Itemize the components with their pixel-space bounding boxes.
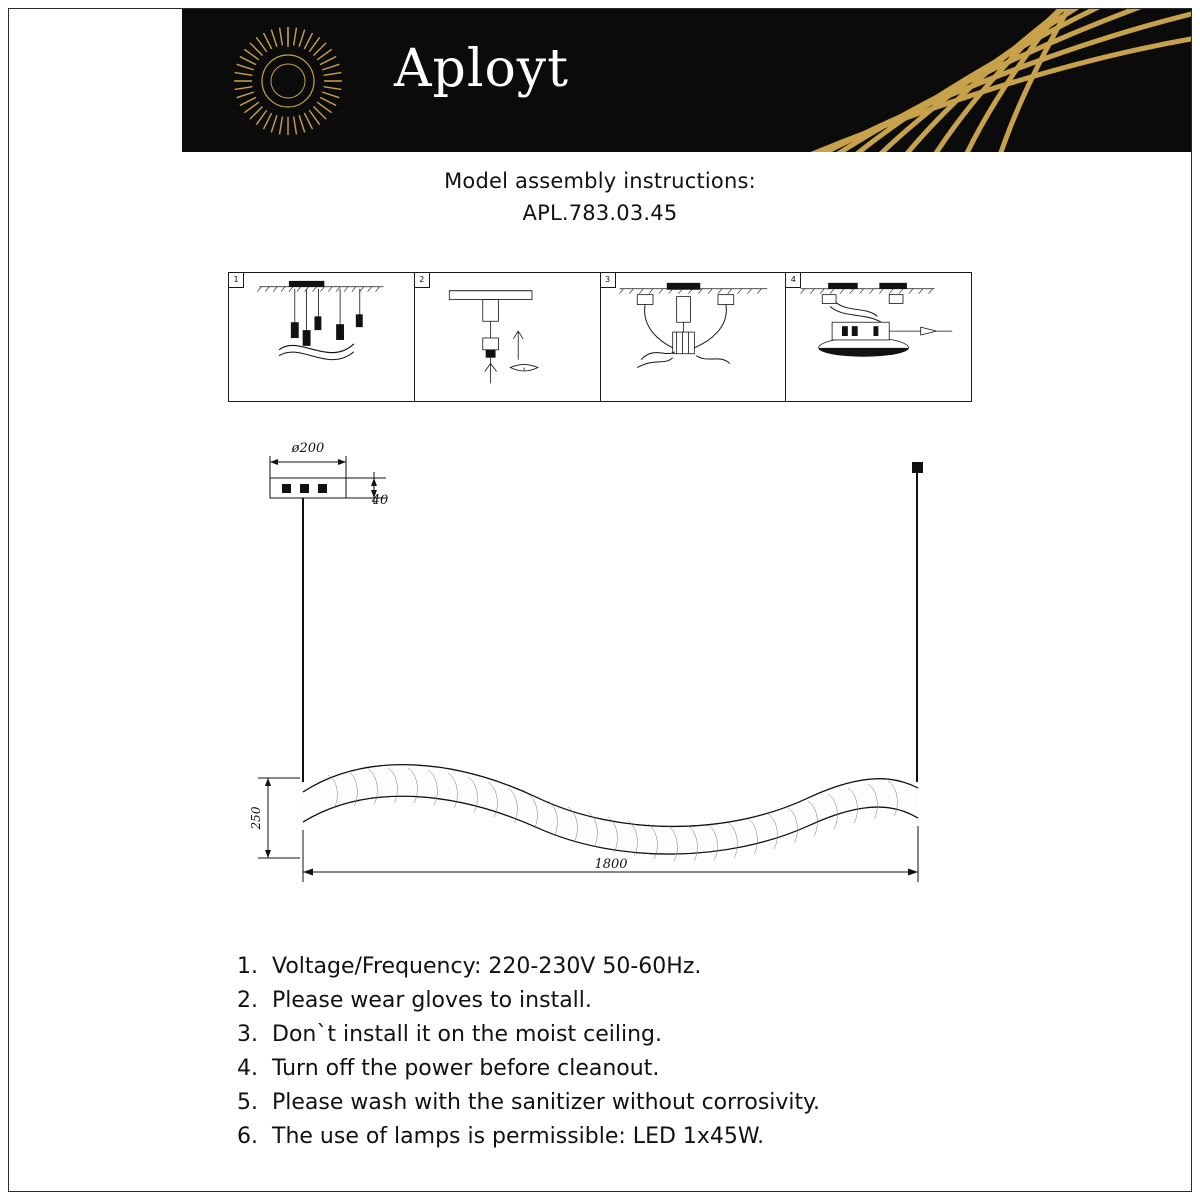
- assembly-step-2: [415, 272, 601, 402]
- note-number: 2.: [237, 988, 258, 1013]
- dimension-canopy-height-label: 40: [371, 493, 389, 508]
- note-text: Turn off the power before cleanout.: [272, 1056, 660, 1081]
- note-text: The use of lamps is permissible: LED 1x45W.: [272, 1124, 765, 1149]
- note-item: [236, 1120, 1096, 1154]
- dimension-body-height-label: 250: [249, 806, 263, 830]
- assembly-step-1: [228, 272, 415, 402]
- brand-header: [182, 9, 1191, 152]
- title-line-2: APL.783.03.45: [522, 201, 678, 225]
- dimension-width-label: 1800: [594, 857, 628, 872]
- note-number: 4.: [237, 1056, 258, 1081]
- step-number: 3: [601, 273, 616, 288]
- brand-name: Aployt: [394, 39, 570, 99]
- assembly-step-4: [786, 272, 972, 402]
- page-title: [0, 165, 1200, 229]
- dimension-diameter-label: ø200: [291, 441, 325, 456]
- step-2-mount-bracket-icon: [415, 273, 600, 401]
- note-text: Please wash with the sanitizer without corrosivity.: [272, 1090, 821, 1115]
- step-number: 2: [415, 273, 430, 288]
- step-number: 4: [786, 273, 801, 288]
- sunburst-logo-icon: [228, 21, 348, 141]
- assembly-step-3: [601, 272, 787, 402]
- step-1-unpack-fixture-icon: [229, 273, 414, 401]
- note-item: [236, 1018, 1096, 1052]
- assembly-steps: [228, 272, 972, 402]
- note-item: [236, 1052, 1096, 1086]
- pendant-lamp-dimension-drawing: [228, 430, 972, 900]
- safety-notes-list: [236, 950, 1096, 1154]
- note-text: Please wear gloves to install.: [272, 988, 592, 1013]
- note-item: [236, 984, 1096, 1018]
- note-text: Voltage/Frequency: 220-230V 50-60Hz.: [272, 954, 702, 979]
- note-item: [236, 950, 1096, 984]
- note-number: 5.: [237, 1090, 258, 1115]
- note-number: 1.: [237, 954, 258, 979]
- note-text: Don`t install it on the moist ceiling.: [272, 1022, 662, 1047]
- note-number: 3.: [237, 1022, 258, 1047]
- fan-rays-decoration-icon: [721, 9, 1191, 152]
- step-number: 1: [229, 273, 244, 288]
- step-4-attach-canopy-icon: [786, 273, 971, 401]
- step-3-wiring-connector-icon: [601, 273, 786, 401]
- note-item: [236, 1086, 1096, 1120]
- product-dimension-drawing: [228, 430, 972, 900]
- title-line-1: Model assembly instructions:: [444, 169, 756, 193]
- note-number: 6.: [237, 1124, 258, 1149]
